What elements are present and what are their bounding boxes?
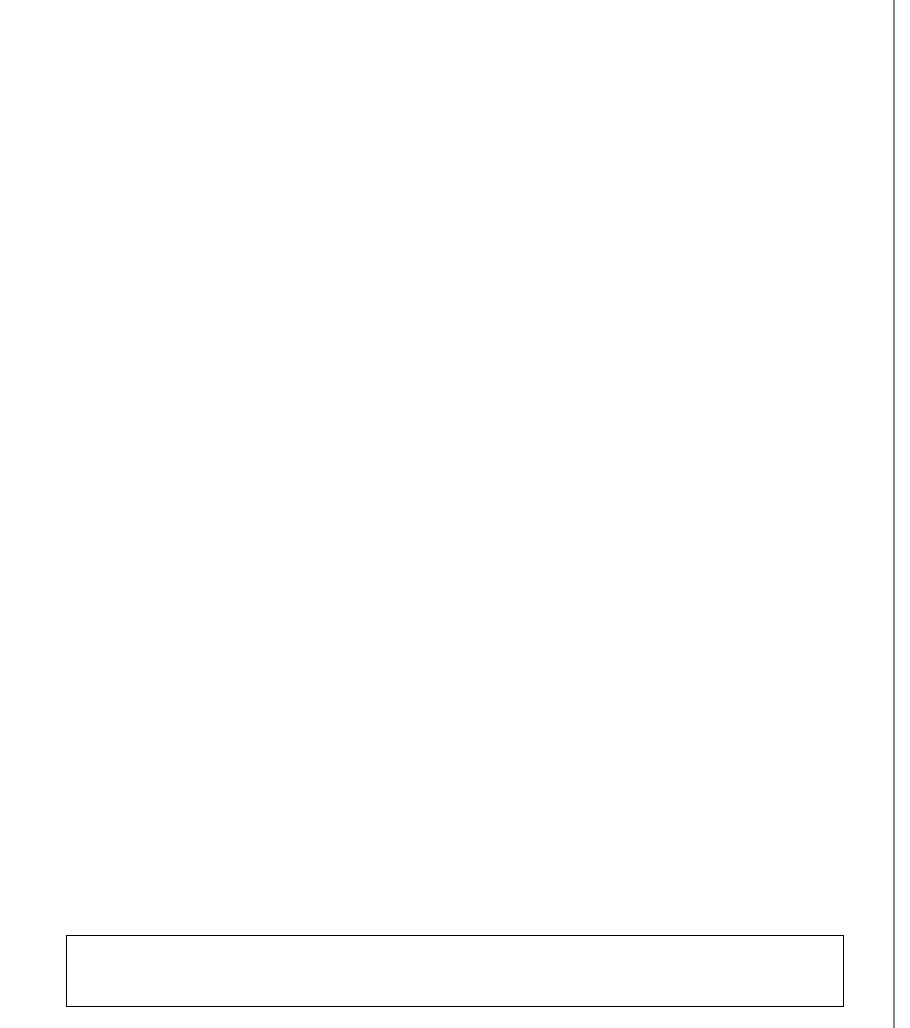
timetable-late	[40, 430, 252, 475]
timetable-main	[40, 67, 816, 117]
notice-box	[66, 935, 844, 1007]
page-edge-rule	[893, 0, 895, 1028]
